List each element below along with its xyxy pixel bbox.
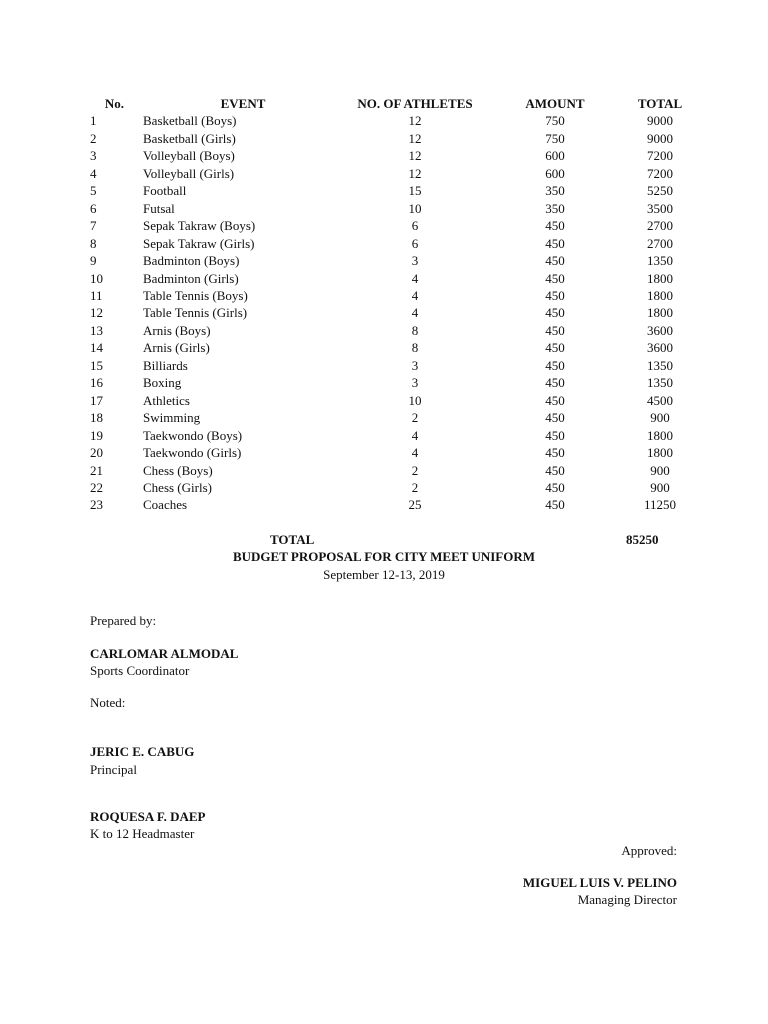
row-no: 20 [90,445,103,461]
row-no: 13 [90,322,103,338]
row-total: 900 [650,462,670,478]
row-amount: 450 [545,287,565,303]
row-no: 5 [90,183,97,199]
row-no: 15 [90,357,103,373]
row-amount: 750 [545,113,565,129]
row-athletes: 4 [411,287,419,303]
row-event: Volleyball (Girls) [143,165,235,181]
row-total: 1800 [647,305,673,321]
row-no: 11 [90,287,103,303]
row-total: 1350 [647,375,673,391]
row-athletes: 4 [411,427,419,443]
row-total: 11250 [643,497,677,513]
row-event: Sepak Takraw (Girls) [143,235,255,251]
noted-name-2: ROQUESA F. DAEP [90,809,206,824]
table-row [90,252,697,269]
row-total: 900 [650,410,670,426]
row-amount: 450 [545,357,565,373]
row-athletes: 3 [411,375,419,391]
budget-table [90,95,697,514]
row-no: 18 [90,410,103,426]
row-event: Basketball (Boys) [143,113,237,129]
row-total: 3500 [647,200,673,216]
table-row [90,374,697,391]
prepared-by-role: Sports Coordinator [90,663,190,678]
row-event: Sepak Takraw (Boys) [143,218,256,234]
row-event: Billiards [143,357,188,373]
row-total: 1800 [647,270,673,286]
row-athletes: 2 [411,410,419,426]
row-athletes: 15 [408,183,422,199]
row-total: 2700 [647,218,673,234]
row-athletes: 8 [411,340,419,356]
table-row [90,147,697,164]
noted-role-1: Principal [90,762,137,777]
row-event: Swimming [143,410,201,426]
row-total: 7200 [647,148,673,164]
row-amount: 450 [545,497,565,513]
row-athletes: 10 [408,392,422,408]
row-event: Table Tennis (Boys) [143,287,248,303]
row-athletes: 25 [408,497,422,513]
prepared-by-label: Prepared by: [90,613,157,628]
row-total: 2700 [647,235,673,251]
row-amount: 350 [545,183,565,199]
grand-total-value: 85250 [626,532,659,547]
row-amount: 450 [545,235,565,251]
table-header-row [90,95,697,112]
row-no: 21 [90,462,103,478]
table-row [90,322,697,339]
approved-label: Approved: [621,843,677,858]
row-event: Athletics [143,392,190,408]
table-row [90,217,697,234]
table-row [90,392,697,409]
row-athletes: 4 [411,305,419,321]
table-row [90,182,697,199]
row-no: 9 [90,253,97,269]
row-total: 1800 [647,427,673,443]
row-total: 7200 [647,165,673,181]
row-amount: 450 [545,445,565,461]
row-total: 1800 [647,287,673,303]
row-no: 19 [90,427,103,443]
row-event: Taekwondo (Boys) [143,427,243,443]
row-no: 1 [90,113,97,129]
table-row [90,462,697,479]
grand-total-label: TOTAL [270,532,315,547]
table-body [90,112,697,513]
table-row [90,165,697,182]
row-event: Futsal [143,200,175,216]
row-no: 14 [90,340,103,356]
row-event: Boxing [143,375,182,391]
row-amount: 450 [545,375,565,391]
row-no: 7 [90,218,97,234]
row-event: Chess (Girls) [143,479,212,495]
row-event: Taekwondo (Girls) [143,445,242,461]
row-no: 23 [90,497,103,513]
header-event: EVENT [220,96,266,111]
row-amount: 350 [545,200,565,216]
row-event: Chess (Boys) [143,462,213,478]
row-event: Table Tennis (Girls) [143,305,248,321]
row-total: 9000 [647,130,673,146]
table-row [90,479,697,496]
row-no: 6 [90,200,97,216]
row-athletes: 3 [411,357,419,373]
row-no: 22 [90,479,103,495]
table-row [90,427,697,444]
header-no: No. [104,96,125,111]
row-event: Badminton (Girls) [143,270,239,286]
row-athletes: 4 [411,445,419,461]
table-row [90,130,697,147]
row-athletes: 12 [408,113,422,129]
row-amount: 750 [545,130,565,146]
row-athletes: 4 [411,270,419,286]
table-row [90,270,697,287]
row-athletes: 12 [408,148,422,164]
row-athletes: 8 [411,322,419,338]
header-total: TOTAL [637,96,683,111]
row-no: 16 [90,375,103,391]
table-row [90,200,697,217]
row-amount: 450 [545,270,565,286]
row-amount: 450 [545,218,565,234]
row-no: 4 [90,165,97,181]
row-no: 12 [90,305,103,321]
row-athletes: 2 [411,479,419,495]
noted-label: Noted: [90,695,126,710]
row-amount: 600 [545,165,565,181]
row-event: Arnis (Boys) [143,322,211,338]
row-amount: 450 [545,340,565,356]
row-no: 2 [90,130,97,146]
row-total: 4500 [647,392,673,408]
row-event: Volleyball (Boys) [143,148,235,164]
row-athletes: 6 [411,235,419,251]
row-athletes: 12 [408,165,422,181]
row-event: Badminton (Boys) [143,253,240,269]
row-event: Basketball (Girls) [143,130,236,146]
table-row [90,287,697,304]
row-amount: 450 [545,410,565,426]
row-amount: 600 [545,148,565,164]
row-total: 5250 [647,183,673,199]
table-row [90,235,697,252]
noted-name-1: JERIC E. CABUG [90,744,195,759]
document-title: BUDGET PROPOSAL FOR CITY MEET UNIFORM [232,549,536,564]
document-date: September 12-13, 2019 [323,567,445,582]
prepared-by-name: CARLOMAR ALMODAL [90,646,239,661]
row-total: 9000 [647,113,673,129]
table-row [90,409,697,426]
row-amount: 450 [545,427,565,443]
approved-role: Managing Director [577,892,677,907]
table-row [90,112,697,129]
row-total: 900 [650,479,670,495]
row-total: 3600 [647,340,673,356]
row-total: 3600 [647,322,673,338]
noted-role-2: K to 12 Headmaster [90,826,195,841]
row-no: 3 [90,148,97,164]
row-no: 17 [90,392,103,408]
row-total: 1350 [647,253,673,269]
row-athletes: 6 [411,218,419,234]
table-row [90,357,697,374]
table-row [90,444,697,461]
table-row [90,496,697,513]
row-athletes: 12 [408,130,422,146]
row-event: Coaches [143,497,188,513]
table-row [90,304,697,321]
header-amount: AMOUNT [525,96,585,111]
row-total: 1350 [647,357,673,373]
row-amount: 450 [545,392,565,408]
row-event: Arnis (Girls) [143,340,210,356]
row-amount: 450 [545,479,565,495]
row-amount: 450 [545,462,565,478]
row-athletes: 3 [411,253,419,269]
header-athletes: NO. OF ATHLETES [357,96,473,111]
row-amount: 450 [545,322,565,338]
row-athletes: 2 [411,462,419,478]
row-amount: 450 [545,305,565,321]
table-row [90,339,697,356]
approved-name: MIGUEL LUIS V. PELINO [522,875,677,890]
row-no: 10 [90,270,103,286]
row-total: 1800 [647,445,673,461]
row-no: 8 [90,235,97,251]
row-amount: 450 [545,253,565,269]
row-athletes: 10 [408,200,422,216]
row-event: Football [143,183,187,199]
